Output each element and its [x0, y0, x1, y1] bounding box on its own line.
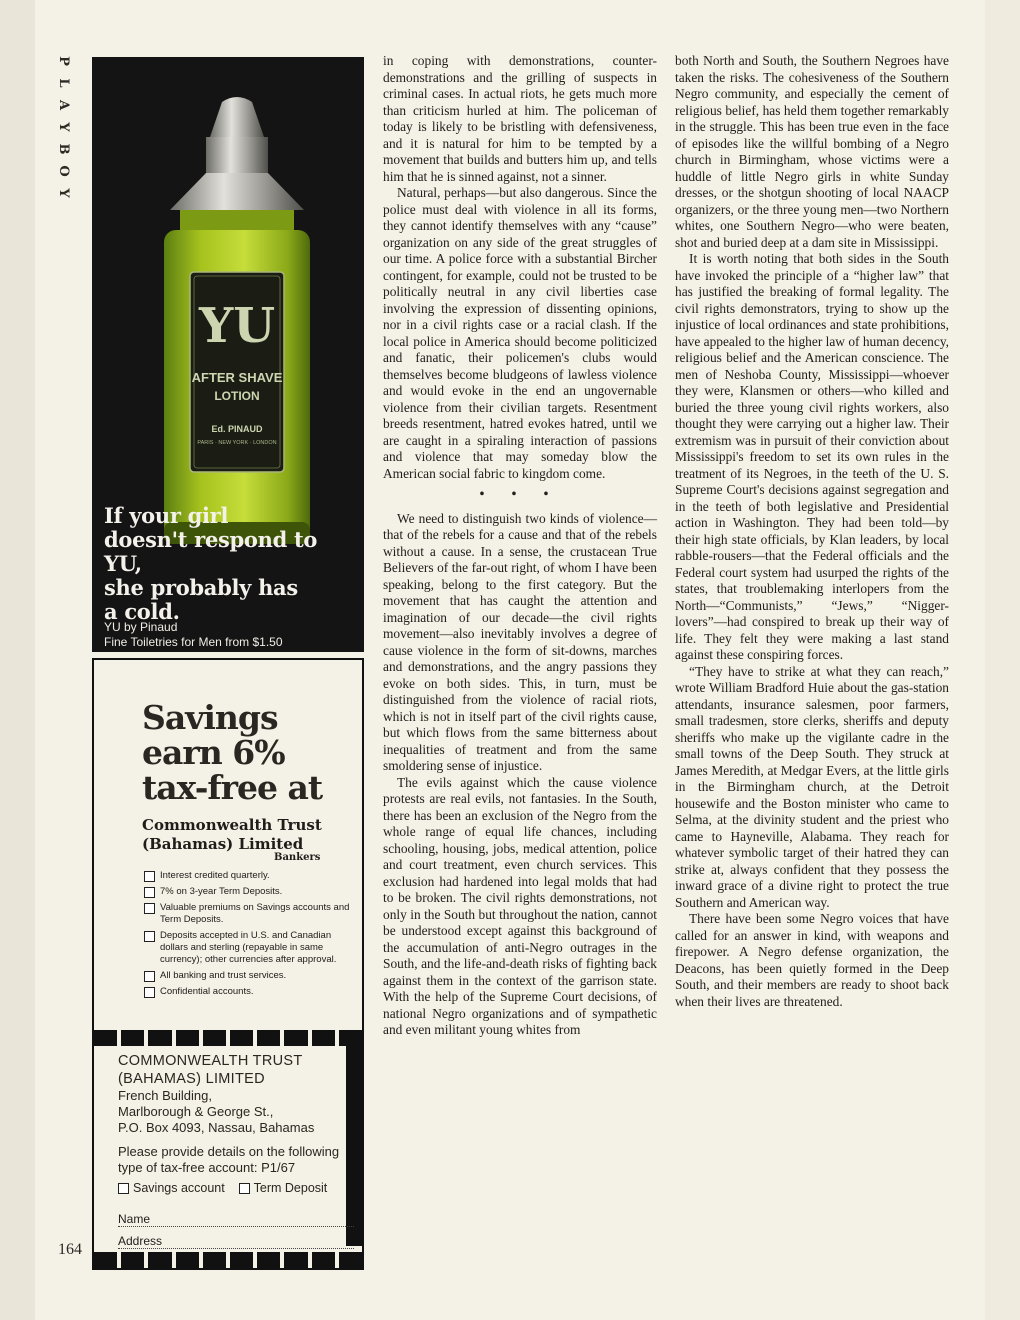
feature-text: 7% on 3-year Term Deposits.	[160, 886, 283, 897]
term-option-label: Term Deposit	[253, 1181, 328, 1195]
paragraph: in coping with demonstrations, counter-demonstrations and the grilling of suspects in criminal cases. In actual riots, he gets much more than criticism hurled at him. The policeman of today is likely to be bristling with defensiveness, and it is natural for him to be tempted by a movement that builds and butters him up, and tells him that he is sinned against, not a sinner.	[383, 53, 657, 184]
coupon-company: COMMONWEALTH TRUST	[118, 1053, 303, 1069]
masthead	[54, 50, 72, 204]
feature-text: Valuable premiums on Savings accounts and Term Deposits.	[160, 902, 350, 925]
tagline-brand: YU by Pinaud	[104, 620, 178, 634]
bottle-illustration	[142, 92, 332, 547]
commonwealth-trust-ad	[92, 658, 364, 1270]
coupon-address-line: French Building,	[118, 1088, 212, 1103]
paragraph: It is worth noting that both sides in the South have invoked the principle of a “higher law” that has justified the breaking of formal legality. The civil rights demonstrators, trying to show up the injustice of local ordinances and state prohibitions, have appealed to the higher law of human decency, religious belief and the American conscience. The men of Neshoba County, Mississippi—whoever they were, Klansmen or others—who killed and buried the three young civil rights workers, also thought they were carrying out a higher law. Their extremism was in pursuit of their conviction about Mississippi's freedom to set its own rules in the treatment of its Negroes, in the teeth of the U. S. Supreme Court's decisions against segregation and in the teeth of both legislative and Presidential action in Washington. They had been told—by their high state officials, by Klan leaders, by local rabble-rousers—that the Federal officials and the Federal court system had usurped the rights of the states, that troublemaking interlopers from the North—“Communists,” “Jews,” “Nigger-lovers”—had conspired to break up their way of life. They felt they were making a last stand against these conspiring forces.	[675, 251, 949, 662]
headline-line: she probably has	[104, 575, 298, 600]
savings-checkbox[interactable]	[118, 1183, 129, 1194]
checkbox-icon	[144, 871, 155, 882]
paragraph: both North and South, the Southern Negroes have taken the risks. The cohesiveness of the Southern Negro community, and especially the cement of religious belief, has held them together remarkably in the struggle. This has been true even in the face of episodes like the willful bombing of a Negro church in Birmingham, whose victims were a huddle of little Negro girls in white Sunday dresses, or the shotgun shooting of local NAACP organizers, or the three young men—two Northern whites, one Southern Negro—who were beaten, shot and buried deep at a dam site in Mississippi.	[675, 53, 949, 250]
savings-option-label: Savings account	[133, 1181, 225, 1195]
term-deposit-checkbox[interactable]	[239, 1183, 250, 1194]
title-line: Savings	[142, 698, 278, 737]
masthead-letter: O	[56, 165, 71, 177]
headline-line: doesn't respond to YU,	[104, 527, 318, 576]
section-break: • • •	[479, 486, 561, 501]
feature-text: All banking and trust services.	[160, 970, 287, 981]
title-line: tax-free at	[142, 768, 323, 807]
coupon-address-line: P.O. Box 4093, Nassau, Bahamas	[118, 1120, 315, 1135]
ad-tagline	[104, 620, 359, 650]
article-column-1	[383, 53, 657, 1039]
masthead-letter: B	[56, 143, 71, 155]
masthead-letter: Y	[56, 122, 71, 132]
ad-headline	[104, 504, 359, 624]
masthead-letter: A	[56, 99, 71, 111]
masthead-letter: P	[56, 56, 71, 66]
checkbox-icon	[144, 931, 155, 942]
paragraph: We need to distinguish two kinds of violence—that of the rebels for a cause and that of the rebels without a cause. In a sense, the crustacean True Believers of the far-out right, of whom I have been speaking, belong to the first category. But the movement that has caught the attention and imagination of our decade—the civil rights movement—also inevitably involves a degree of cause violence in the form of sit-downs, marches and demonstrations, and the angry passions they evoke on both sides. This, in turn, must be distinguished from the violence of racial riots, which is not in itself part of the civil rights cause, but which flows from the same bitterness about inequalities of treatment and from the same smoldering sense of injustice.	[383, 510, 657, 773]
coupon-company: (BAHAMAS) LIMITED	[118, 1071, 265, 1087]
mail-coupon	[118, 1052, 354, 1196]
checkbox-icon	[144, 903, 155, 914]
article-column-2	[675, 53, 949, 1010]
coupon-address-line: Marlborough & George St.,	[118, 1104, 274, 1119]
feature-text: Deposits accepted in U.S. and Canadian dollars and sterling (repayable in same currency); other currencies after approval.	[160, 930, 337, 965]
coupon-request: Please provide details on the following type of tax-free account: P1/67	[118, 1144, 340, 1175]
coupon-border-bottom	[94, 1252, 362, 1268]
paragraph: Natural, perhaps—but also dangerous. Since the police must deal with violence in all its forms, they cannot identify themselves with any “cause” organization on any side of the great struggles of our time. A police force with a substantial Bircher contingent, for example, could not be trusted to be politically neutral in any civil liberties case involving the expression of dissenting opinions, nor in a civil rights case or a racial clash. If the local police in America should become politicized and fanatic, their policemen's clubs would themselves become bludgeons of lawless violence and would evoke in the end an ungovernable violence from their civilian targets. Resentment breeds resentment, hatred evokes hatred, until we are caught in a spiraling interaction of passions and violence that may someday blow the American social fabric to kingdom come.	[383, 185, 657, 481]
page-number: 164	[58, 1241, 82, 1258]
masthead-letters	[54, 50, 72, 204]
bottle-line1: AFTER SHAVE	[191, 370, 283, 385]
headline-line: a cold.	[104, 599, 180, 624]
bank-name-line: (Bahamas) Limited	[142, 835, 304, 853]
bank-ad-title	[142, 700, 362, 805]
masthead-letter: Y	[56, 188, 71, 198]
feature-item	[144, 870, 354, 882]
feature-text: Confidential accounts.	[160, 986, 254, 997]
masthead-letter: L	[56, 78, 71, 88]
feature-text: Interest credited quarterly.	[160, 870, 270, 881]
feature-item	[144, 886, 354, 898]
page-edge	[0, 0, 35, 1320]
coupon-border-top	[94, 1030, 362, 1046]
name-label: Name	[118, 1212, 151, 1226]
bank-name-line: Commonwealth Trust	[142, 816, 322, 834]
checkbox-icon	[144, 971, 155, 982]
checkbox-icon	[144, 987, 155, 998]
bank-name	[142, 816, 362, 854]
yu-aftershave-ad	[92, 57, 364, 652]
bottle-line2: LOTION	[214, 389, 260, 403]
checkbox-icon	[144, 887, 155, 898]
address-label: Address	[118, 1234, 163, 1248]
feature-list	[144, 870, 354, 1002]
feature-item	[144, 986, 354, 998]
bottle-maker: Ed. PINAUD	[211, 424, 263, 434]
tagline-price: Fine Toiletries for Men from $1.50	[104, 635, 283, 649]
bank-subtitle: Bankers	[274, 852, 321, 863]
paragraph: There have been some Negro voices that have called for an answer in kind, with weapons and firepower. A Negro defense organization, the Deacons, has been quietly formed in the Deep South, and their members are ready to shoot back when their lives are threatened.	[675, 911, 949, 1009]
headline-line: If your girl	[104, 503, 229, 528]
title-line: earn 6%	[142, 733, 285, 772]
paragraph: The evils against which the cause violence protests are real evils, not fantasies. In the South, there has been an exclusion of the Negro from the whole range of equal life chances, including schooling, housing, jobs, medical attention, police and court treatment, even church services. This exclusion had hardened into legal molds that had to be broken. The civil rights demonstrations, not only in the South but throughout the nation, cannot be understood except against this background of the accumulation of anti-Negro outrages in the South, and the life-and-death risks of fighting back against them in the context of the garrison state. With the help of the Supreme Court decisions, of national Negro organizations and of sympathetic and even militant young whites from	[383, 774, 657, 1037]
feature-item	[144, 930, 354, 966]
account-options	[118, 1180, 354, 1196]
bottle-small-print: PARIS · NEW YORK · LONDON	[197, 440, 277, 446]
address-field[interactable]	[118, 1234, 354, 1249]
feature-item	[144, 902, 354, 926]
name-field[interactable]	[118, 1212, 354, 1227]
paragraph: “They have to strike at what they can reach,” wrote William Bradford Huie about the gas-station attendants, insurance salesmen, poor farmers, small tradesmen, store clerks, sheriffs and deputy sheriffs who make up the vigilante cadre in the small towns of the Deep South. They struck at James Meredith, at Medgar Evers, at the little girls in the Birmingham church, at the Detroit housewife and the Boston minister who came to Selma, at the divinity student and the priest who came to Hayneville, Alabama. They reach for whatever symbolic target of their hatred they can strike at, always confident that they possess the inward grace of a divine right to protect the true Southern and American way.	[675, 663, 949, 910]
feature-item	[144, 970, 354, 982]
bottle-brand: YU	[198, 298, 276, 354]
